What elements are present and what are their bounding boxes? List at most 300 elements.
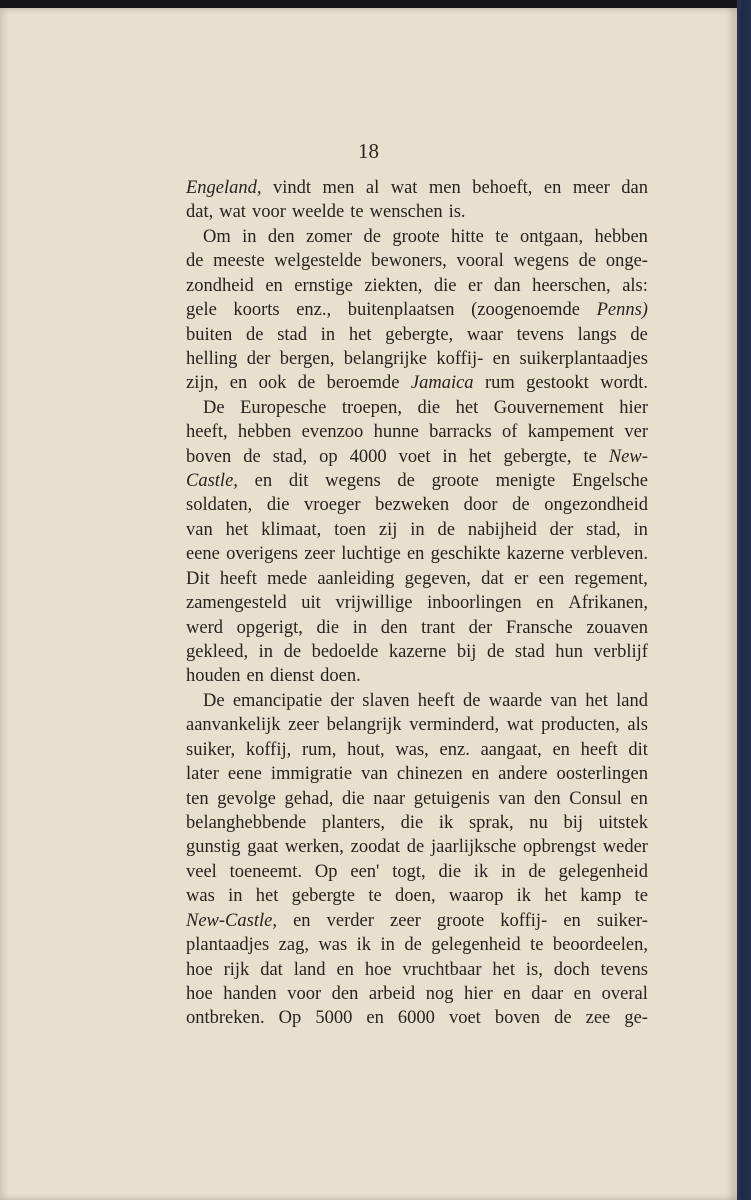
word: gehad, xyxy=(284,788,334,809)
word: werd xyxy=(186,617,223,638)
text-line xyxy=(186,347,648,371)
word: doch xyxy=(553,959,590,980)
word: een xyxy=(538,568,565,589)
word: planters, xyxy=(321,812,386,833)
word: bij xyxy=(456,642,477,663)
word: ontgaan, xyxy=(519,226,584,247)
word: en xyxy=(406,544,425,565)
word: aangaat, xyxy=(480,739,542,760)
word: uit xyxy=(301,593,321,614)
word: de xyxy=(406,837,425,858)
word: stad, xyxy=(272,446,308,467)
word: er xyxy=(513,568,529,589)
text-line xyxy=(186,371,648,395)
text-line xyxy=(186,762,648,786)
word: zee xyxy=(585,1008,611,1029)
word: buiten xyxy=(186,324,233,345)
word: hunne xyxy=(373,422,419,443)
word: weelde xyxy=(291,202,345,223)
word: rum xyxy=(484,373,515,394)
word: was, xyxy=(395,739,429,760)
word: barracks xyxy=(429,422,492,443)
word: trant xyxy=(421,617,456,638)
word: zamengesteld xyxy=(186,593,287,614)
word: men xyxy=(322,178,355,198)
word: zomer xyxy=(305,226,353,247)
word: dan xyxy=(493,275,521,296)
word: de xyxy=(463,690,481,711)
word: naar xyxy=(373,788,406,809)
word: en xyxy=(630,788,648,809)
word: de xyxy=(245,324,264,345)
word: meer xyxy=(572,178,610,198)
word: belangrijk xyxy=(326,715,402,736)
word: wat xyxy=(506,715,534,736)
word: New-Castle, xyxy=(186,910,277,931)
word: (zoogenoemde xyxy=(471,300,581,321)
word: kazerne xyxy=(506,544,565,565)
word: hier xyxy=(619,397,648,418)
word: hout, xyxy=(347,739,385,760)
word: toeneemt. xyxy=(229,861,303,882)
word: was xyxy=(186,886,215,907)
body-text xyxy=(186,176,648,1031)
word: suikerplantaadjes xyxy=(519,348,648,369)
word: de xyxy=(437,519,455,540)
word: arbeid xyxy=(368,983,416,1004)
word: gestookt xyxy=(526,373,589,394)
word: troepen, xyxy=(341,397,403,418)
word: kazerne xyxy=(388,642,447,663)
word: zeer xyxy=(390,910,421,931)
word: meeste xyxy=(213,251,265,272)
word: belangrijke xyxy=(343,348,427,369)
word: den xyxy=(331,983,359,1004)
word: helling xyxy=(186,348,238,369)
word: overigens xyxy=(226,544,299,565)
word: en xyxy=(573,983,592,1004)
word: gebergte xyxy=(291,886,356,907)
word: het xyxy=(492,959,516,980)
word: die xyxy=(400,812,424,833)
word: Fransche xyxy=(505,617,573,638)
word: zag, xyxy=(278,935,309,956)
text-line xyxy=(186,396,648,420)
text-line xyxy=(186,249,648,273)
word: op xyxy=(319,446,338,467)
word: producten, xyxy=(541,715,620,736)
word: hun xyxy=(555,642,583,663)
word: hebben xyxy=(237,422,292,443)
word: zijn, xyxy=(186,373,219,394)
word: en xyxy=(552,739,570,760)
word: dienst xyxy=(269,666,315,687)
word: die xyxy=(438,861,462,882)
word: waar xyxy=(466,324,503,345)
word: in xyxy=(633,519,648,540)
word: gaat xyxy=(247,837,279,858)
word: gunstig xyxy=(186,837,241,858)
text-line xyxy=(186,200,648,224)
word: luchtige xyxy=(341,544,401,565)
word: den xyxy=(380,617,408,638)
word: den xyxy=(267,226,295,247)
word: het xyxy=(225,519,249,540)
word: en xyxy=(229,373,248,394)
word: nog xyxy=(425,983,454,1004)
word: en xyxy=(492,348,511,369)
word: aanvankelijk xyxy=(186,715,281,736)
text-line xyxy=(186,1006,648,1030)
word: wat xyxy=(219,202,246,223)
word: de xyxy=(512,495,530,516)
book-cover-edge xyxy=(737,0,751,1200)
word: in xyxy=(442,446,457,467)
word: of xyxy=(502,422,518,443)
word: gebergte, xyxy=(503,446,572,467)
word: suiker, xyxy=(186,739,236,760)
word: en xyxy=(503,983,521,1004)
word: verminderd, xyxy=(409,715,500,736)
word: rijk xyxy=(223,959,250,980)
word: der xyxy=(330,690,355,711)
text-line xyxy=(186,713,648,737)
word: opgerigt, xyxy=(236,617,303,638)
word: nabijheid xyxy=(467,519,537,540)
text-line xyxy=(186,323,648,347)
word: rum, xyxy=(301,739,337,760)
word: ik xyxy=(516,886,532,907)
word: soldaten, xyxy=(186,495,253,516)
word: zeer xyxy=(288,715,319,736)
text-line xyxy=(186,225,648,249)
word: Consul xyxy=(569,788,622,809)
word: ernstige xyxy=(294,275,353,296)
word: Engeland, xyxy=(186,178,262,198)
word: gekleed, xyxy=(186,642,249,663)
word: zoodat xyxy=(350,837,400,858)
word: Om xyxy=(203,226,231,247)
word: wordt. xyxy=(600,373,648,394)
word: sprak, xyxy=(468,812,514,833)
word: togt, xyxy=(392,861,426,882)
text-line xyxy=(186,933,648,957)
text-line xyxy=(186,493,648,517)
word: en xyxy=(536,593,554,614)
text-line xyxy=(186,982,648,1006)
word: gelegenheid xyxy=(558,861,648,882)
word: De xyxy=(203,397,225,418)
word: en xyxy=(265,275,283,296)
word: het xyxy=(585,690,608,711)
word: toen xyxy=(334,519,366,540)
book-page xyxy=(0,8,737,1200)
word: vrijwillige xyxy=(335,593,413,614)
word: die xyxy=(342,788,365,809)
word: waarde xyxy=(488,690,543,711)
word: er xyxy=(468,275,483,296)
word: al xyxy=(365,178,380,198)
word: behoeft, xyxy=(472,178,533,198)
word: bij xyxy=(563,812,583,833)
word: dit xyxy=(288,471,309,492)
word: andere xyxy=(498,764,548,785)
word: Op xyxy=(314,861,338,882)
word: te xyxy=(634,886,648,907)
word: en xyxy=(471,764,490,785)
word: emancipatie xyxy=(232,690,323,711)
word: immigratie xyxy=(270,764,353,785)
word: was xyxy=(318,935,348,956)
text-line xyxy=(186,616,648,640)
text-line xyxy=(186,542,648,566)
word: beroemde xyxy=(326,373,400,394)
word: vindt xyxy=(273,178,312,198)
word: te xyxy=(583,446,597,467)
text-line xyxy=(186,518,648,542)
word: aanleiding xyxy=(317,568,395,589)
word: het xyxy=(455,397,479,418)
word: getuigenis xyxy=(413,788,490,809)
word: doen, xyxy=(394,886,436,907)
word: enz., xyxy=(296,300,332,321)
word: als: xyxy=(622,275,648,296)
word: dat xyxy=(481,568,504,589)
word: het xyxy=(255,886,279,907)
word: opbrengst xyxy=(523,837,596,858)
word: geschikte xyxy=(430,544,501,565)
scan-edge-top xyxy=(0,0,751,8)
word: heerschen, xyxy=(532,275,611,296)
text-line xyxy=(186,835,648,859)
word: ik xyxy=(438,812,454,833)
word: heeft xyxy=(417,690,455,711)
word: plantaadjes xyxy=(186,935,270,956)
word: van xyxy=(186,519,213,540)
word: dat xyxy=(260,959,283,980)
word: Engelsche xyxy=(571,471,648,492)
word: boven xyxy=(494,1008,541,1029)
text-line xyxy=(186,274,648,298)
word: inboorlingen xyxy=(427,593,522,614)
word: langs xyxy=(577,324,617,345)
word: verblijf xyxy=(593,642,648,663)
word: de xyxy=(243,446,261,467)
word: die xyxy=(316,617,340,638)
word: de xyxy=(578,251,597,272)
word: te xyxy=(495,226,509,247)
word: en xyxy=(254,471,273,492)
word: in xyxy=(228,886,243,907)
word: men xyxy=(428,178,461,198)
word: gebergte, xyxy=(385,324,454,345)
word: hebben xyxy=(594,226,648,247)
word: zeer xyxy=(304,544,335,565)
word: kamp xyxy=(580,886,622,907)
word: suiker- xyxy=(596,910,648,931)
word: koffij- xyxy=(436,348,484,369)
word: te xyxy=(350,202,364,223)
text-line xyxy=(186,860,648,884)
word: houden xyxy=(186,666,241,687)
word: onge- xyxy=(605,251,648,272)
word: oosterlingen xyxy=(556,764,648,785)
word: te xyxy=(530,935,544,956)
word: 6000 xyxy=(397,1008,435,1029)
word: weder xyxy=(602,837,648,858)
word: waarop xyxy=(448,886,504,907)
word: ten xyxy=(186,788,209,809)
word: is, xyxy=(525,959,543,980)
text-line xyxy=(186,909,648,933)
word: de xyxy=(630,324,648,345)
word: gelegenheid xyxy=(431,935,521,956)
word: later xyxy=(186,764,219,785)
word: 5000 xyxy=(315,1008,353,1029)
word: verder xyxy=(326,910,374,931)
word: hoe xyxy=(186,959,213,980)
word: tevens xyxy=(516,324,564,345)
word: door xyxy=(463,495,498,516)
word: hoe xyxy=(364,959,392,980)
word: in xyxy=(242,226,257,247)
text-line xyxy=(186,420,648,444)
word: van xyxy=(498,788,526,809)
word: werken, xyxy=(284,837,344,858)
word: gevolge xyxy=(217,788,276,809)
word: veel xyxy=(186,861,217,882)
word: dit xyxy=(628,739,648,760)
word: klimaat, xyxy=(261,519,322,540)
word: die xyxy=(433,275,457,296)
word: uitstek xyxy=(598,812,648,833)
word: groote xyxy=(436,910,485,931)
word: gele xyxy=(186,300,217,321)
word: kampement xyxy=(527,422,615,443)
word: wegens xyxy=(325,471,381,492)
word: boven xyxy=(186,446,232,467)
word: de xyxy=(186,251,204,272)
word: Op xyxy=(278,1008,302,1029)
word: daar xyxy=(531,983,564,1004)
word: ver xyxy=(624,422,648,443)
text-line xyxy=(186,591,648,615)
word: te xyxy=(368,886,382,907)
text-line xyxy=(186,445,648,469)
word: den xyxy=(533,788,561,809)
word: tevens xyxy=(600,959,648,980)
word: heeft xyxy=(580,739,618,760)
word: en xyxy=(246,666,264,687)
word: groote xyxy=(431,471,479,492)
word: doen. xyxy=(320,666,361,687)
word: de xyxy=(363,226,381,247)
word: de xyxy=(283,642,302,663)
word: vooral xyxy=(456,251,504,272)
page-number: 18 xyxy=(358,139,379,163)
word: het xyxy=(348,324,372,345)
word: in xyxy=(320,324,336,345)
word: belanghebbende xyxy=(186,812,307,833)
word: chinezen xyxy=(396,764,463,785)
text-line xyxy=(186,811,648,835)
word: land xyxy=(293,959,326,980)
word: Gouvernement xyxy=(493,397,604,418)
word: De xyxy=(203,690,225,711)
word: en xyxy=(366,1008,384,1029)
word: en xyxy=(293,910,311,931)
word: mede xyxy=(267,568,308,589)
word: bergen, xyxy=(279,348,335,369)
word: groote xyxy=(392,226,440,247)
text-line xyxy=(186,664,648,688)
word: stad, xyxy=(586,519,621,540)
word: zondheid xyxy=(186,275,254,296)
word: de xyxy=(404,935,422,956)
word: dat, xyxy=(186,202,214,223)
word: koffij, xyxy=(245,739,292,760)
word: hoe xyxy=(186,983,213,1004)
word: een' xyxy=(350,861,380,882)
word: zouaven xyxy=(586,617,648,638)
word: eene xyxy=(186,544,220,565)
word: ziekten, xyxy=(364,275,423,296)
word: 4000 xyxy=(349,446,387,467)
word: van xyxy=(361,764,388,785)
word: dan xyxy=(621,178,648,198)
word: het xyxy=(544,886,567,907)
word: land xyxy=(616,690,648,711)
word: evenzoo xyxy=(301,422,364,443)
word: beoordeelen, xyxy=(552,935,648,956)
word: vroeger xyxy=(304,495,361,516)
word: als xyxy=(627,715,648,736)
word: bedoelde xyxy=(311,642,379,663)
text-line xyxy=(186,567,648,591)
text-line xyxy=(186,958,648,982)
text-line xyxy=(186,689,648,713)
word: jaarlijksche xyxy=(430,837,517,858)
word: voet xyxy=(398,446,431,467)
word: de xyxy=(486,642,505,663)
word: heeft, xyxy=(186,422,228,443)
word: Europesche xyxy=(240,397,327,418)
word: in xyxy=(258,642,274,663)
word: koffij- xyxy=(500,910,548,931)
word: is. xyxy=(448,202,466,223)
text-line xyxy=(186,176,648,200)
word: heeft xyxy=(219,568,257,589)
word: en xyxy=(563,910,581,931)
word: New- xyxy=(608,446,648,467)
word: voet xyxy=(448,1008,481,1029)
word: wenschen xyxy=(369,202,443,223)
word: verbleven. xyxy=(570,544,648,565)
word: der xyxy=(246,348,271,369)
word: vruchtbaar xyxy=(402,959,482,980)
word: ge- xyxy=(624,1008,648,1029)
word: Penns) xyxy=(596,300,648,321)
word: koorts xyxy=(233,300,280,321)
word: bewoners, xyxy=(371,251,447,272)
word: slaven xyxy=(362,690,410,711)
text-line xyxy=(186,787,648,811)
word: de xyxy=(297,373,316,394)
word: ik xyxy=(356,935,372,956)
text-line xyxy=(186,738,648,762)
word: stad xyxy=(277,324,307,345)
word: zij xyxy=(378,519,398,540)
